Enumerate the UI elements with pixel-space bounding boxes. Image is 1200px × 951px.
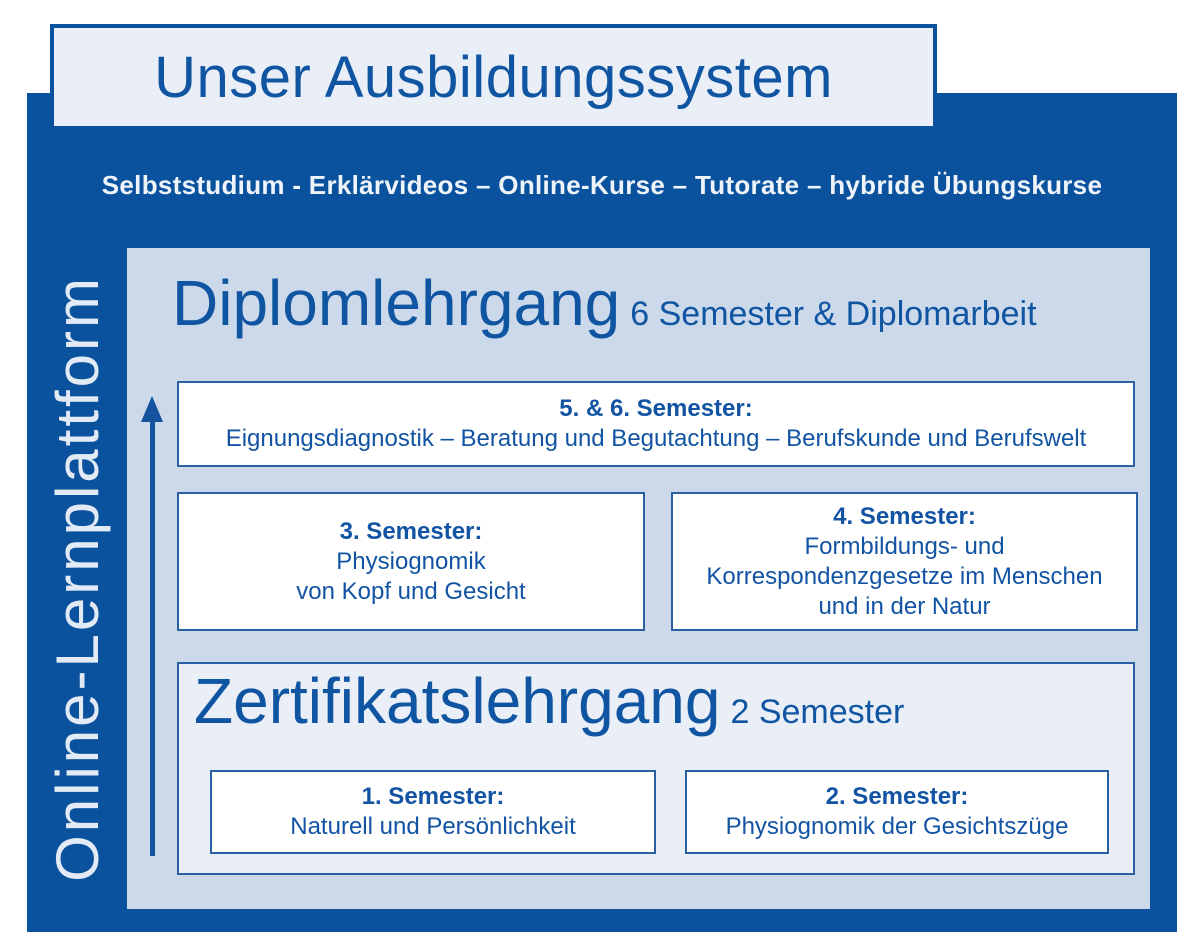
semester-1-heading: 1. Semester:	[361, 783, 505, 810]
diplom-heading	[172, 267, 1037, 339]
semester-5-6-topics: Eignungsdiagnostik – Beratung und Begutachtung – Berufskunde und Berufswelt	[225, 425, 1087, 452]
zertifikat-heading	[194, 665, 905, 737]
diplom-duration: 6 Semester & Diplomarbeit	[630, 295, 1037, 333]
learning-formats-subtitle: Selbststudium - Erklärvideos – Online-Kurse – Tutorate – hybride Übungskurse	[101, 170, 1103, 200]
semester-3-topic-line: Physiognomik	[336, 547, 486, 575]
page-title: Unser Ausbildungssystem	[154, 44, 833, 110]
semester-4-heading: 4. Semester:	[833, 502, 976, 530]
semester-4-topic-line: und in der Natur	[818, 592, 991, 620]
online-platform-strip	[27, 248, 127, 908]
diplom-title: Diplomlehrgang	[172, 267, 621, 339]
up-arrow-head	[141, 396, 163, 422]
semester-3-heading: 3. Semester:	[339, 517, 483, 545]
semester-3-topic-line: von Kopf und Gesicht	[296, 577, 526, 605]
title-box	[50, 24, 937, 130]
curriculum-panel	[127, 248, 1150, 909]
semester-5-6-box	[177, 381, 1135, 467]
semester-4-topic-line: Korrespondenzgesetze im Menschen	[706, 562, 1103, 590]
zertifikat-duration: 2 Semester	[730, 693, 905, 731]
zertifikat-title: Zertifikatslehrgang	[194, 665, 721, 737]
semester-3-box	[177, 492, 645, 631]
semester-4-topic-line: Formbildungs- und	[804, 532, 1005, 560]
semester-5-6-heading: 5. & 6. Semester:	[559, 395, 753, 422]
semester-4-box	[671, 492, 1138, 631]
online-platform-label: Online-Lernplattform	[43, 274, 111, 882]
up-arrow-shaft	[150, 422, 155, 856]
zertifikat-panel	[177, 662, 1135, 875]
semester-2-heading: 2. Semester:	[825, 783, 969, 810]
semester-2-box	[685, 770, 1109, 854]
semester-1-topic-line: Naturell und Persönlichkeit	[290, 813, 576, 840]
semester-2-topic-line: Physiognomik der Gesichtszüge	[725, 813, 1069, 840]
semester-1-box	[210, 770, 656, 854]
up-arrow-icon	[139, 396, 165, 858]
